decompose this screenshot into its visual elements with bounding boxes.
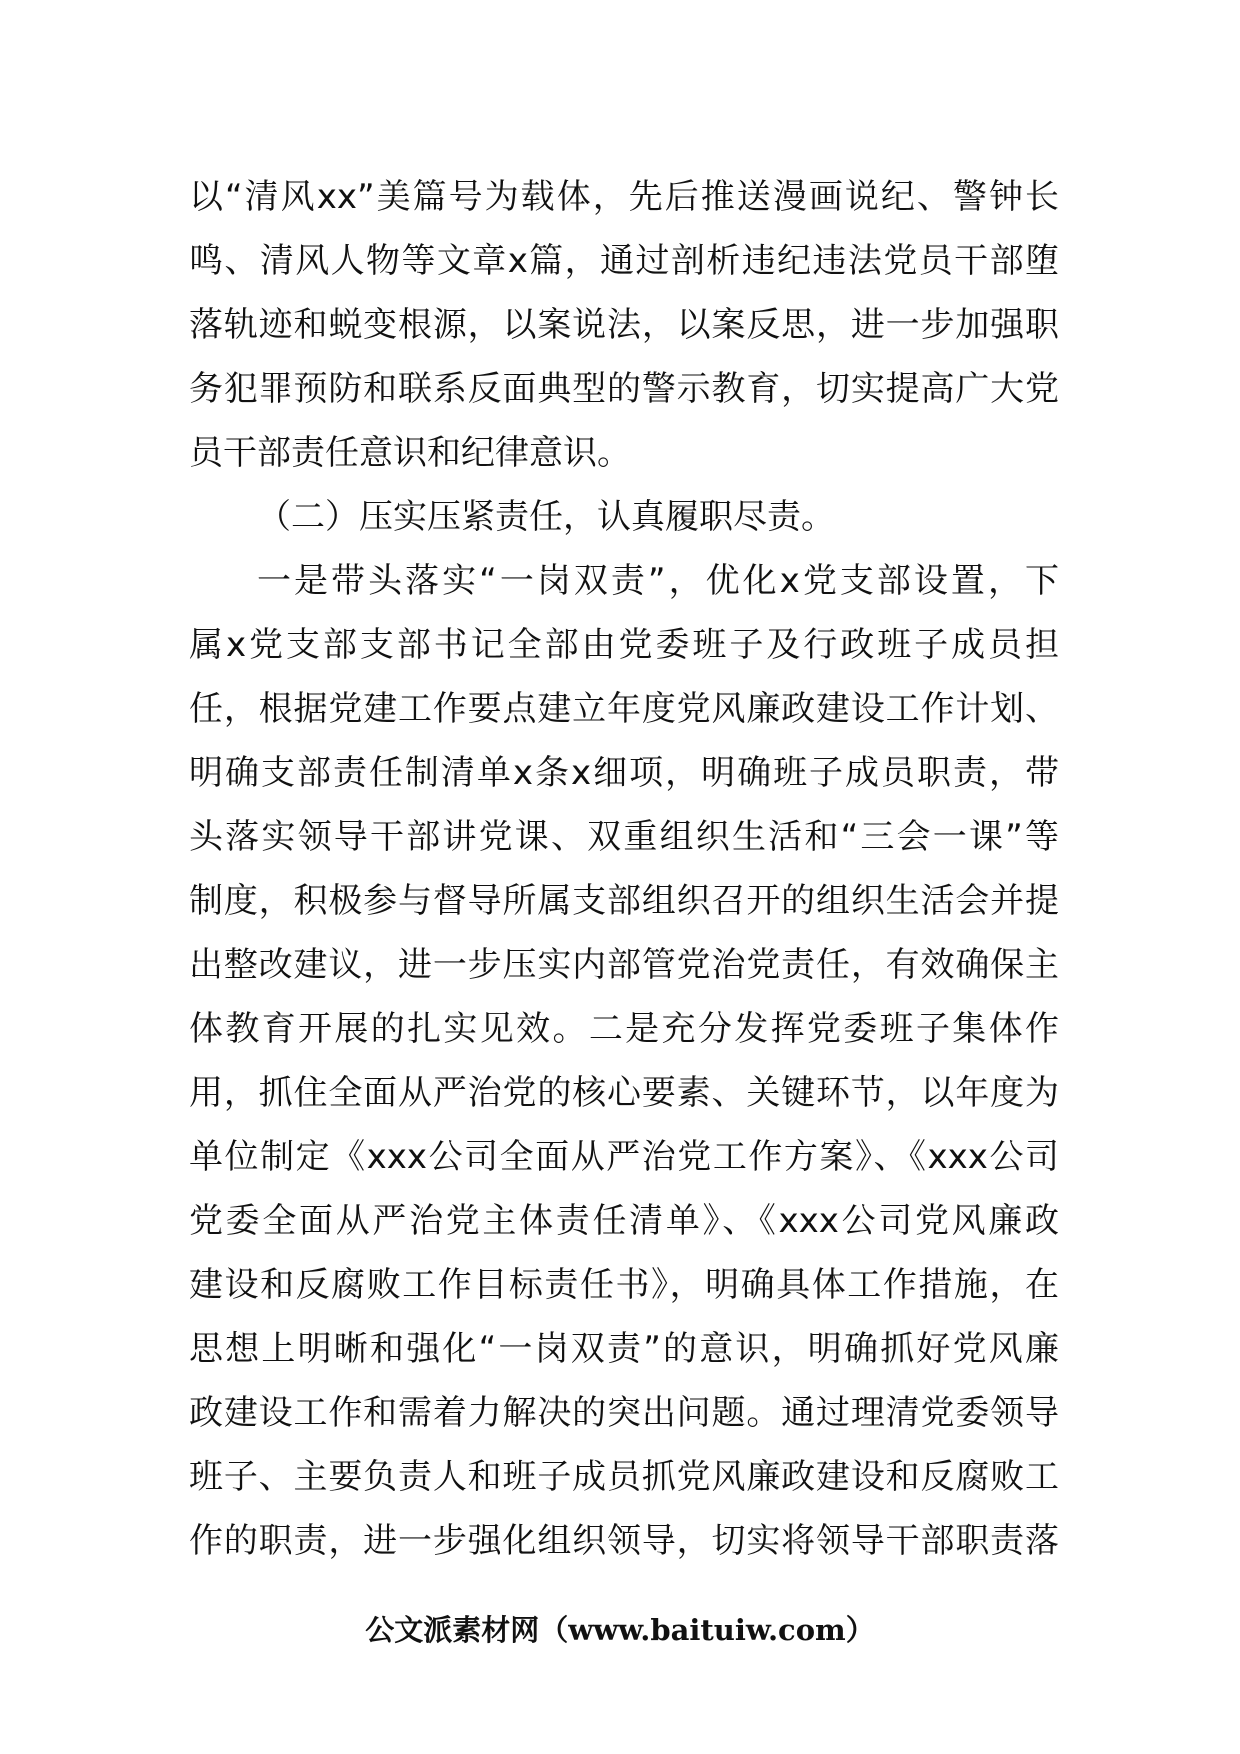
text-line: 单位制定《xxx公司全面从严治党工作方案》、《xxx公司 — [189, 1137, 1059, 1177]
text-line: 落轨迹和蜕变根源，以案说法，以案反思，进一步加强职 — [189, 305, 1059, 345]
text-line: 作的职责，进一步强化组织领导，切实将领导干部职责落 — [189, 1521, 1059, 1561]
text-line: 以“清风xx”美篇号为载体，先后推送漫画说纪、警钟长 — [189, 177, 1059, 217]
text-line: 务犯罪预防和联系反面典型的警示教育，切实提高广大党 — [189, 369, 1059, 409]
text-line: 明确支部责任制清单x条x细项，明确班子成员职责，带 — [189, 753, 1059, 793]
text-line: 员干部责任意识和纪律意识。 — [189, 433, 631, 473]
text-line: 鸣、清风人物等文章x篇，通过剖析违纪违法党员干部堕 — [189, 241, 1059, 281]
text-line: 属x党支部支部书记全部由党委班子及行政班子成员担 — [189, 625, 1059, 665]
text-line: 头落实领导干部讲党课、双重组织生活和“三会一课”等 — [189, 817, 1059, 857]
text-line: 政建设工作和需着力解决的突出问题。通过理清党委领导 — [189, 1393, 1059, 1433]
text-line: 思想上明晰和强化“一岗双责”的意识，明确抓好党风廉 — [189, 1329, 1059, 1369]
text-line: 建设和反腐败工作目标责任书》，明确具体工作措施，在 — [189, 1265, 1059, 1305]
text-line: 体教育开展的扎实见效。二是充分发挥党委班子集体作 — [189, 1009, 1059, 1049]
text-line: 用，抓住全面从严治党的核心要素、关键环节，以年度为 — [189, 1073, 1059, 1113]
section-heading: （二）压实压紧责任，认真履职尽责。 — [257, 497, 835, 537]
page-footer: 公文派素材网（www.baituiw.com） — [365, 1613, 875, 1647]
text-line: 任，根据党建工作要点建立年度党风廉政建设工作计划、 — [189, 689, 1059, 729]
text-line: 党委全面从严治党主体责任清单》、《xxx公司党风廉政 — [189, 1201, 1059, 1241]
text-line: 班子、主要负责人和班子成员抓党风廉政建设和反腐败工 — [189, 1457, 1059, 1497]
text-line: 制度，积极参与督导所属支部组织召开的组织生活会并提 — [189, 881, 1059, 921]
document-body — [189, 165, 1059, 1573]
text-line: 出整改建议，进一步压实内部管党治党责任，有效确保主 — [189, 945, 1059, 985]
text-line: 一是带头落实“一岗双责”，优化x党支部设置，下 — [257, 561, 1059, 601]
